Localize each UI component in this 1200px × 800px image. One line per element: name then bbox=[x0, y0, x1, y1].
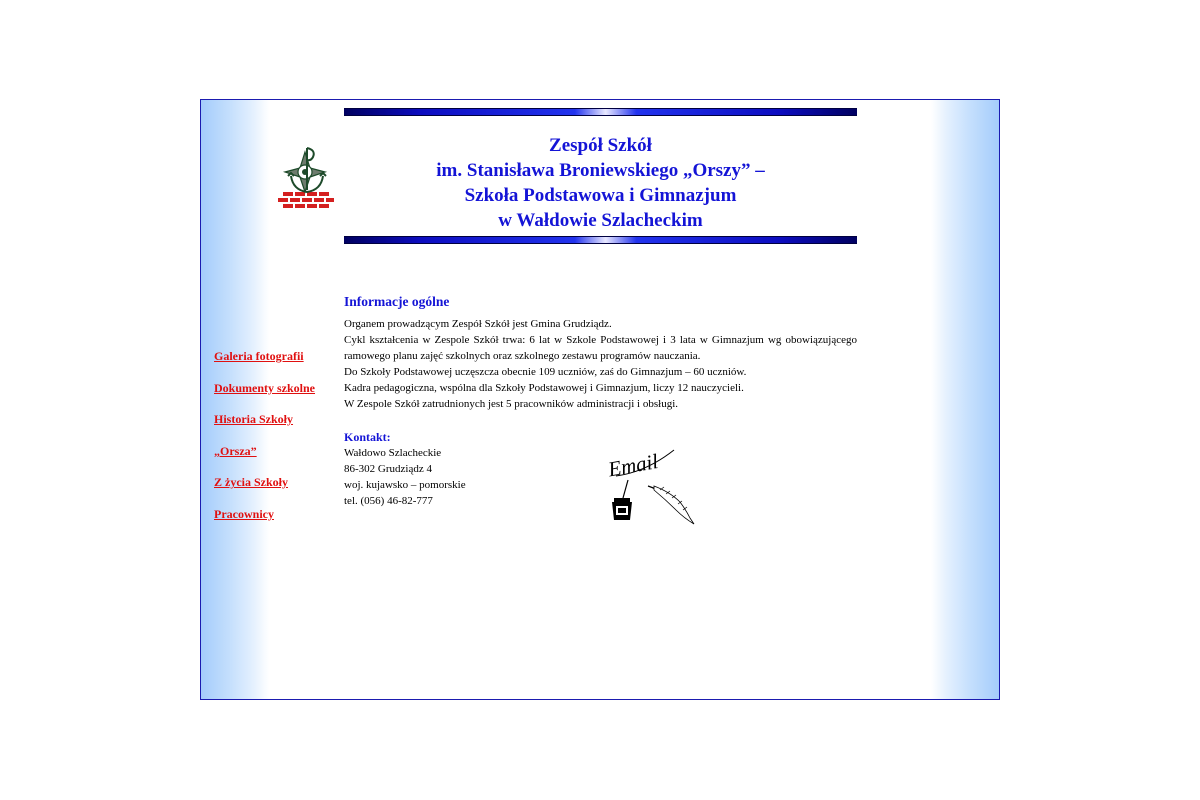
info-paragraph: Kadra pedagogiczna, wspólna dla Szkoły Podstawowej i Gimnazjum, liczy 12 nauczycieli. bbox=[344, 382, 744, 394]
page-title-line: im. Stanisława Broniewskiego „Orszy” – bbox=[436, 160, 765, 181]
nav-link-galeria-fotografii[interactable]: Galeria fotografii bbox=[214, 349, 304, 363]
nav-link-orsza[interactable]: „Orsza” bbox=[214, 443, 257, 458]
contact-address-line: woj. kujawsko – pomorskie bbox=[344, 479, 466, 491]
nav-link-dokumenty-szkolne[interactable]: Dokumenty szkolne bbox=[214, 380, 316, 395]
brick-wall-icon bbox=[278, 192, 334, 211]
email-link-icon[interactable] bbox=[606, 440, 698, 526]
info-paragraph: Cykl kształcenia w Zespole Szkół trwa: 6 lat w Szkole Podstawowej i 3 lata w Gimnazjum wg obowiązującego ramowego planu zajęć szkolnych oraz szkolnego zestawu programów nauczania. bbox=[344, 334, 857, 362]
quill-pen-icon bbox=[648, 486, 694, 524]
header-top-divider bbox=[344, 108, 857, 116]
nav-link-z-zycia-szkoly[interactable]: Z życia Szkoły bbox=[214, 475, 288, 490]
info-paragraph: Do Szkoły Podstawowej uczęszcza obecnie 109 uczniów, zaś do Gimnazjum – 60 uczniów. bbox=[344, 366, 747, 378]
school-emblem-icon bbox=[275, 146, 335, 212]
contact-details bbox=[344, 445, 857, 509]
info-heading: Informacje ogólne bbox=[344, 294, 450, 309]
page-title-line: Szkoła Podstawowa i Gimnazjum bbox=[464, 185, 737, 206]
nav-link-historia-szkoly[interactable]: Historia Szkoły bbox=[214, 412, 294, 427]
inkwell-icon bbox=[612, 480, 632, 520]
info-body bbox=[344, 316, 857, 412]
header-bottom-divider bbox=[344, 236, 857, 244]
page-frame bbox=[200, 99, 1000, 700]
page-title bbox=[344, 133, 857, 233]
email-link-label[interactable]: Email bbox=[606, 449, 660, 482]
info-paragraph: W Zespole Szkół zatrudnionych jest 5 pracowników administracji i obsługi. bbox=[344, 398, 679, 410]
nav-link-pracownicy[interactable]: Pracownicy bbox=[214, 506, 274, 521]
contact-heading: Kontakt: bbox=[344, 430, 391, 444]
main-content bbox=[344, 293, 857, 509]
page-title-line: Zespół Szkół bbox=[549, 135, 652, 156]
side-navigation bbox=[214, 349, 342, 539]
contact-phone: tel. (056) 46-82-777 bbox=[344, 495, 433, 507]
contact-address-line: Wałdowo Szlacheckie bbox=[344, 447, 442, 459]
info-paragraph: Organem prowadzącym Zespół Szkół jest Gmina Grudziądz. bbox=[344, 318, 612, 330]
contact-address-line: 86-302 Grudziądz 4 bbox=[344, 463, 432, 475]
page-title-line: w Wałdowie Szlacheckim bbox=[498, 210, 703, 231]
